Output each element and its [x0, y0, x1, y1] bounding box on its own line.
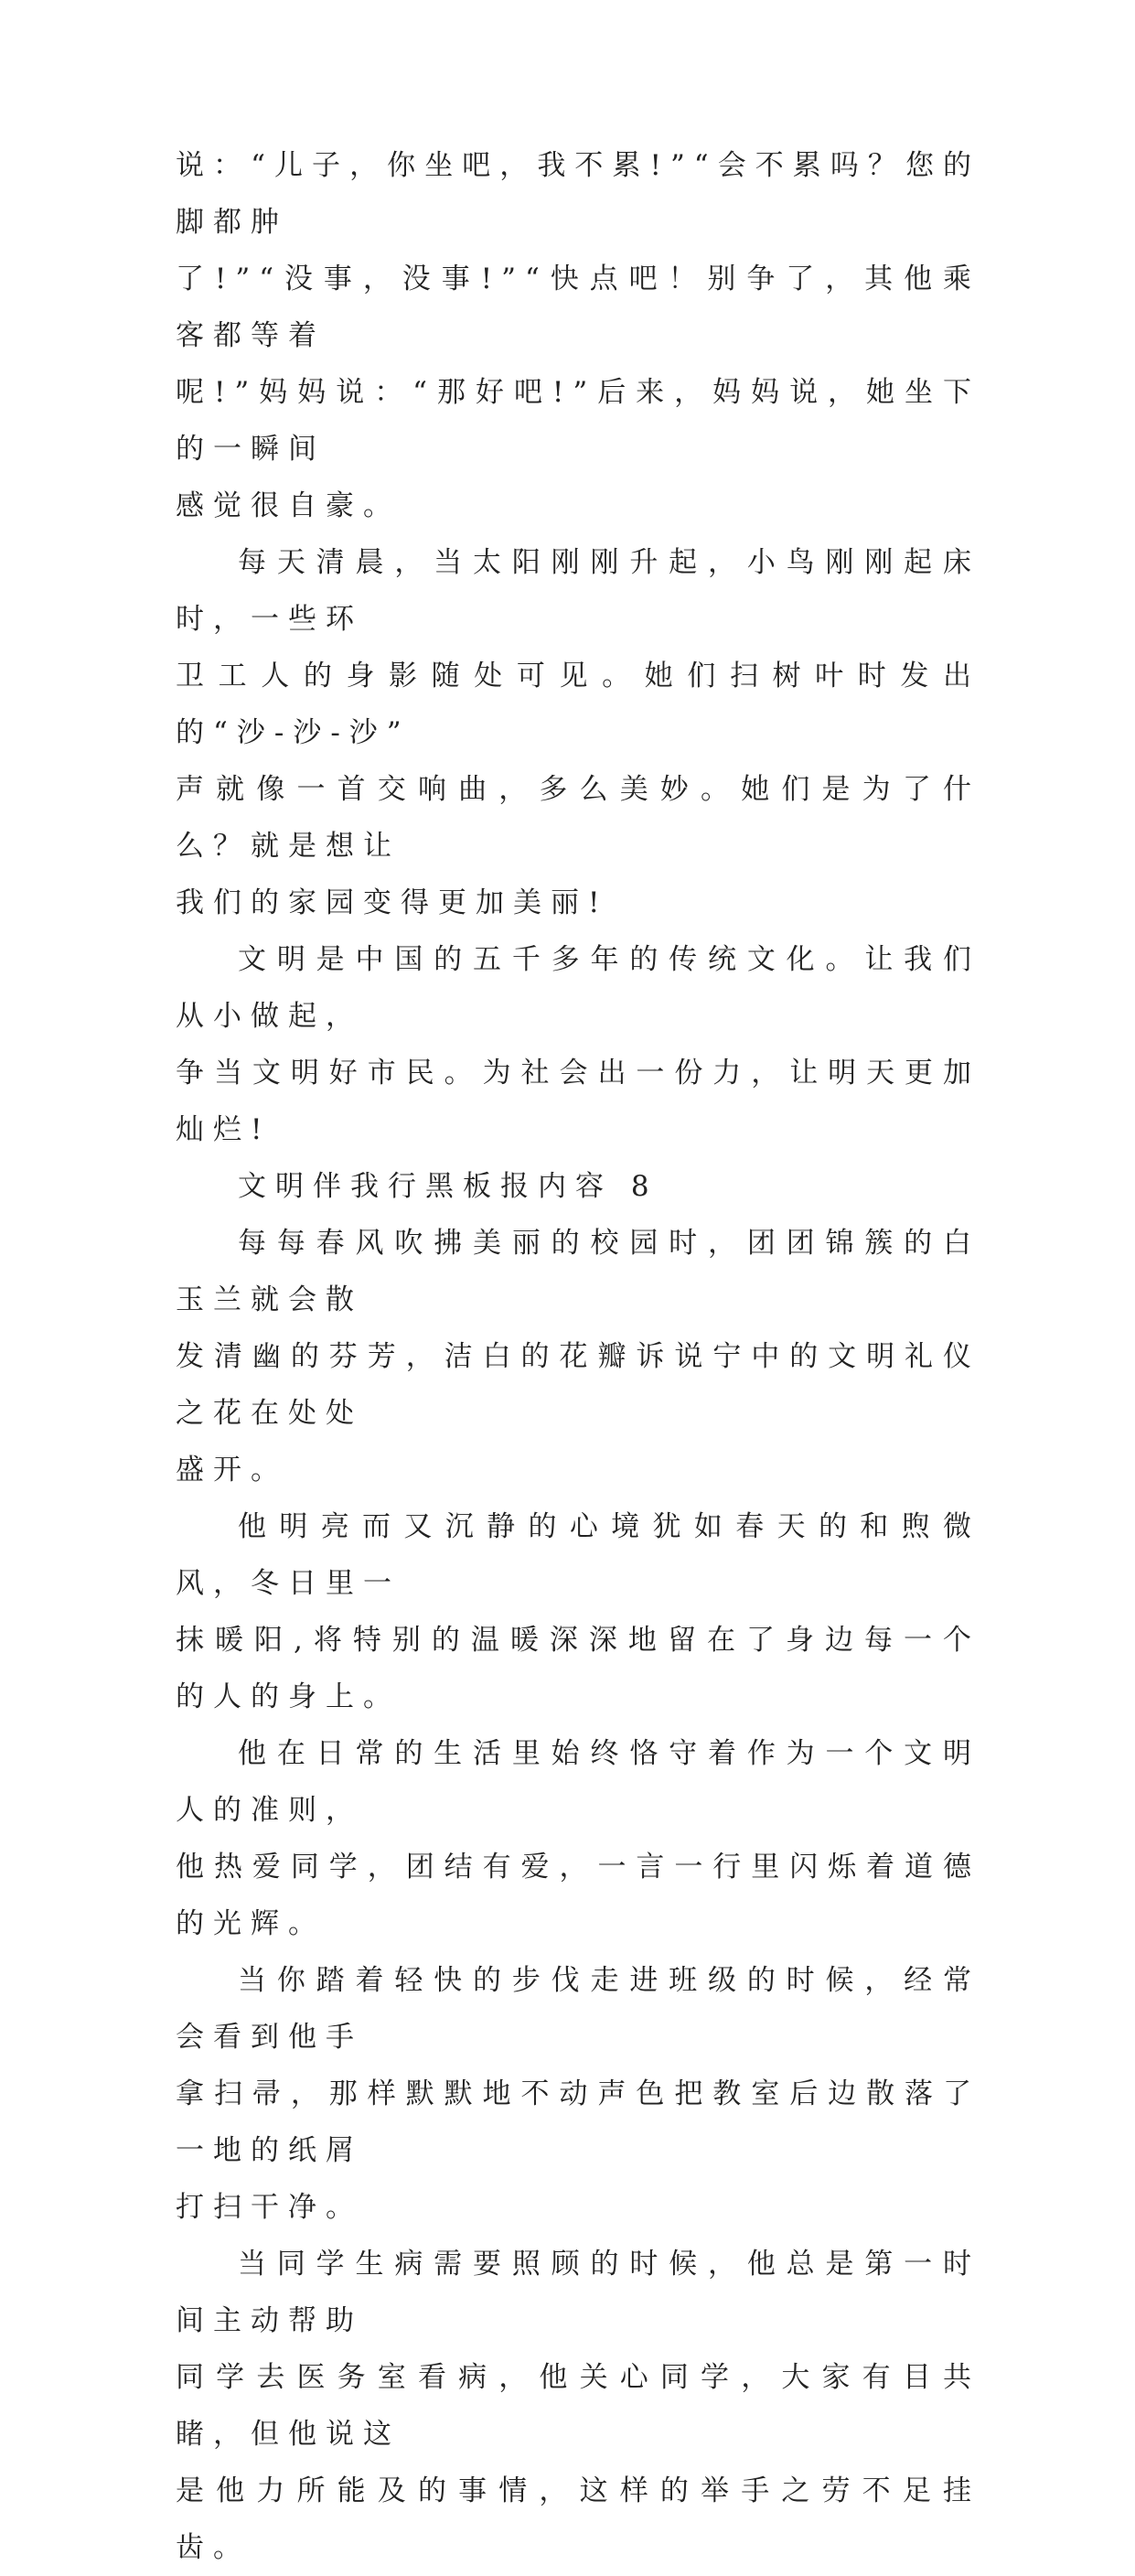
- text-line: 抹暖阳,将特别的温暖深深地留在了身边每一个的人的身上。: [176, 1624, 980, 1713]
- text-line: 当同学生病需要照顾的时候，他总是第一时间主动帮助: [176, 2248, 980, 2337]
- text-line: 我们的家园变得更加美丽!: [176, 886, 609, 919]
- text-line: 卫工人的身影随处可见。她们扫树叶时发出的“沙-沙-沙”: [176, 660, 980, 749]
- text-line: 争当文明好市民。为社会出一份力，让明天更加灿烂!: [176, 1057, 980, 1146]
- text-line: 拿扫帚，那样默默地不动声色把教室后边散落了一地的纸屑: [176, 2077, 980, 2167]
- text-line: 他热爱同学，团结有爱，一言一行里闪烁着道德的光辉。: [176, 1851, 980, 1940]
- paragraph: [176, 137, 980, 534]
- text-line: 呢!”妈妈说：“那好吧!”后来，妈妈说，她坐下的一瞬间: [176, 376, 980, 466]
- text-line: 了!”“没事，没事!”“快点吧！别争了，其他乘客都等着: [176, 263, 980, 352]
- text-line: 每天清晨，当太阳刚刚升起，小鸟刚刚起床时，一些环: [176, 546, 980, 636]
- text-line: 他在日常的生活里始终恪守着作为一个文明人的准则，: [176, 1737, 980, 1827]
- text-line: 文明是中国的五千多年的传统文化。让我们从小做起，: [176, 943, 980, 1033]
- text-line: 打扫干净。: [176, 2191, 363, 2224]
- paragraph: [176, 1498, 980, 1725]
- paragraph: [176, 931, 980, 1158]
- text-line: 文明伴我行黑板报内容 8: [238, 1170, 659, 1203]
- text-line: 是他力所能及的事情，这样的举手之劳不足挂齿。: [176, 2474, 980, 2564]
- paragraph: [176, 1725, 980, 1952]
- text-line: 同学去医务室看病，他关心同学，大家有目共睹，但他说这: [176, 2361, 980, 2451]
- text-line: 每每春风吹拂美丽的校园时，团团锦簇的白玉兰就会散: [176, 1227, 980, 1316]
- text-line: 他明亮而又沉静的心境犹如春天的和煦微风，冬日里一: [176, 1510, 980, 1600]
- paragraph: [176, 1215, 980, 1498]
- paragraph: [176, 534, 980, 931]
- text-line: 盛开。: [176, 1454, 288, 1487]
- document-page: [176, 137, 980, 2576]
- text-line: 说：“儿子，你坐吧，我不累!”“会不累吗？您的脚都肿: [176, 149, 980, 239]
- paragraph: [176, 2236, 980, 2576]
- text-line: 发清幽的芬芳，洁白的花瓣诉说宁中的文明礼仪之花在处处: [176, 1340, 980, 1430]
- text-line: 声就像一首交响曲，多么美妙。她们是为了什么？就是想让: [176, 773, 980, 863]
- text-line: 当你踏着轻快的步伐走进班级的时候，经常会看到他手: [176, 1964, 980, 2054]
- paragraph: [176, 1952, 980, 2236]
- text-line: 感觉很自豪。: [176, 489, 401, 522]
- paragraph: [176, 1158, 980, 1215]
